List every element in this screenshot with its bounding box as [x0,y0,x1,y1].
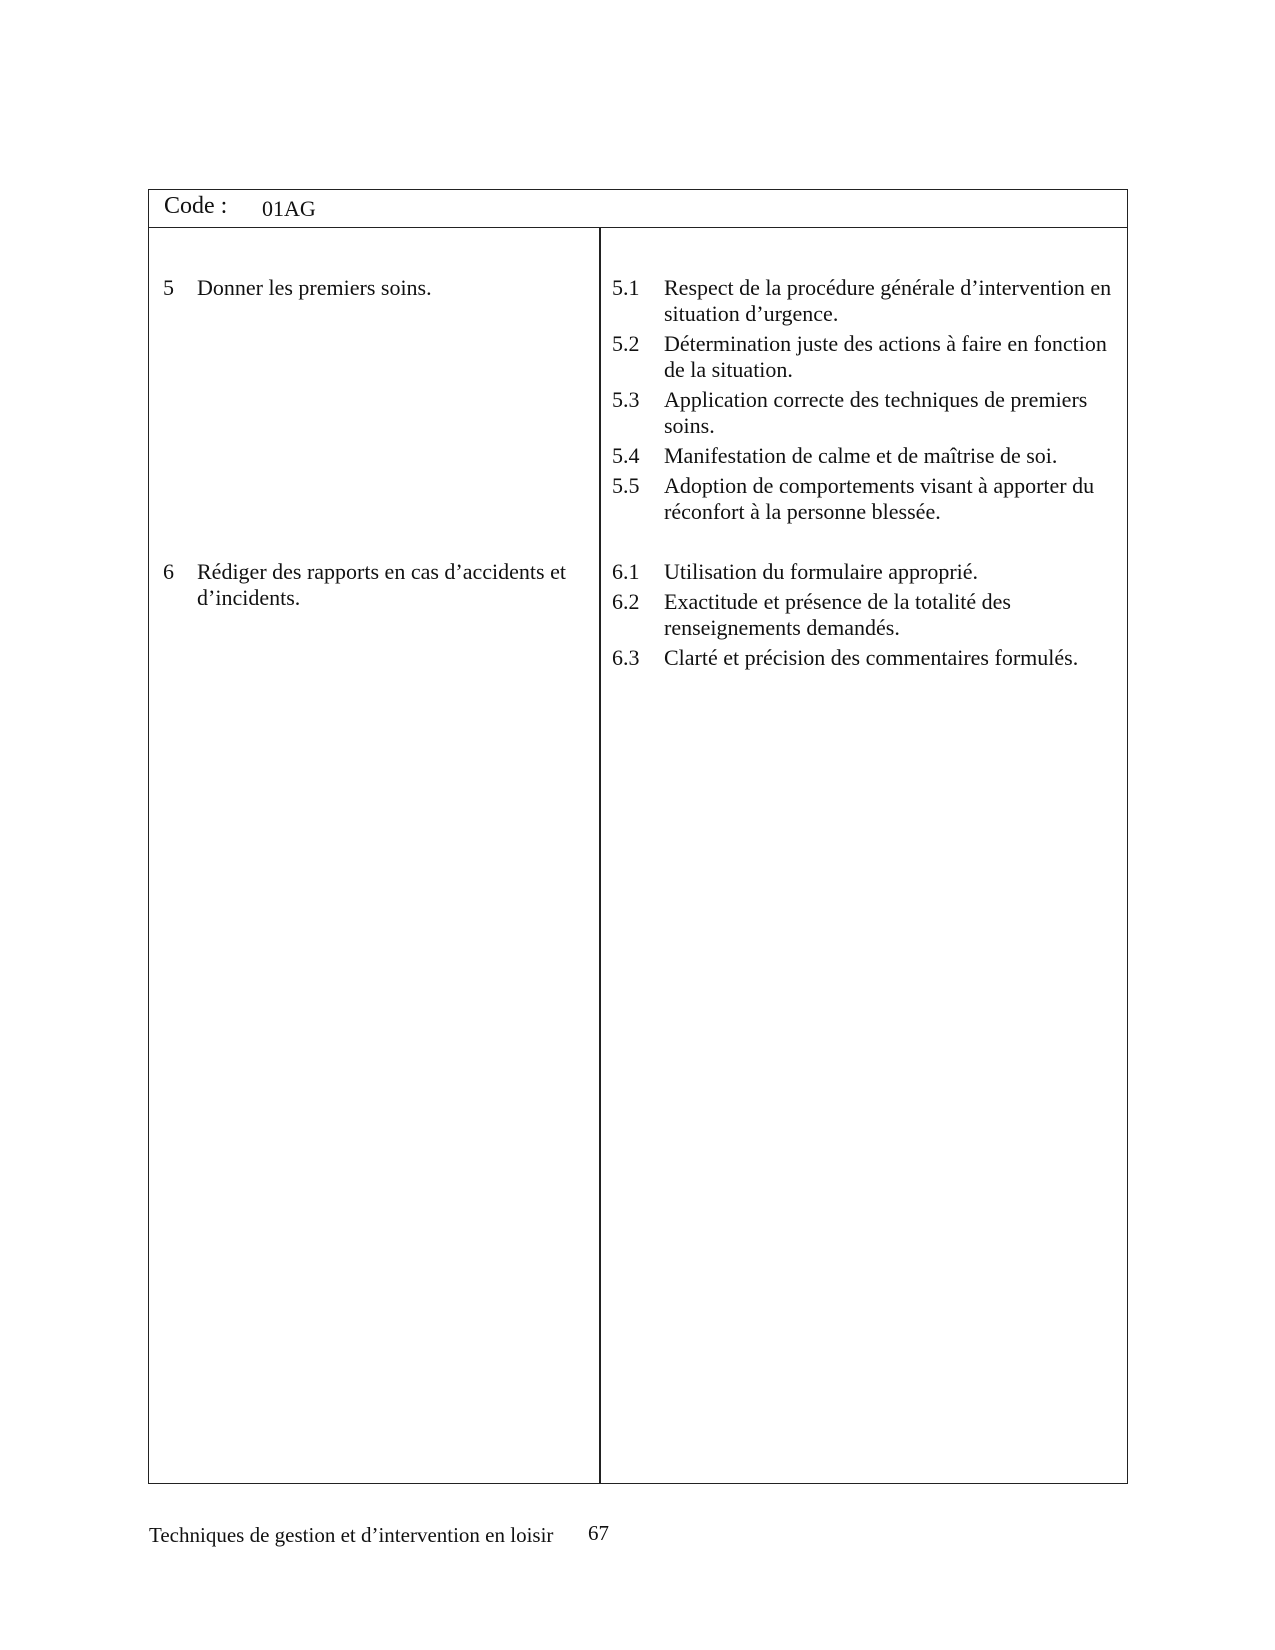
criterion-number: 5.3 [612,387,640,412]
criterion-text: Manifestation de calme et de maîtrise de soi. [664,443,1058,468]
criterion-item [612,559,1122,585]
code-value: 01AG [262,196,316,221]
criterion-item [612,331,1122,383]
criteria-group-6 [612,559,1122,675]
criteria-group-5 [612,275,1122,529]
criterion-item [612,473,1122,525]
competency-item-5 [163,275,583,301]
competency-table [148,189,1128,1484]
footer-page-number: 67 [588,1521,609,1545]
criterion-number: 6.1 [612,559,640,584]
competency-text: Donner les premiers soins. [197,275,432,300]
criterion-number: 6.3 [612,645,640,670]
criterion-text: Exactitude et présence de la totalité des renseignements demandés. [664,589,1011,640]
criterion-text: Utilisation du formulaire approprié. [664,559,979,584]
criterion-item [612,589,1122,641]
criterion-item [612,443,1122,469]
criterion-number: 5.4 [612,443,640,468]
competency-number: 6 [163,559,174,584]
criterion-item [612,275,1122,327]
code-row [149,190,1127,228]
criterion-number: 5.5 [612,473,640,498]
criterion-item [612,387,1122,439]
criterion-number: 5.2 [612,331,640,356]
criterion-item [612,645,1122,671]
footer-program-title: Techniques de gestion et d’intervention en loisir [149,1523,554,1547]
competency-text: Rédiger des rapports en cas d’accidents et d’incidents. [197,559,566,610]
competency-item-6 [163,559,583,611]
criterion-text: Détermination juste des actions à faire en fonction de la situation. [664,331,1107,382]
column-divider [599,228,601,1483]
criterion-text: Adoption de comportements visant à apporter du réconfort à la personne blessée. [664,473,1095,524]
criterion-text: Application correcte des techniques de premiers soins. [664,387,1088,438]
criterion-text: Respect de la procédure générale d’intervention en situation d’urgence. [664,275,1112,326]
competency-number: 5 [163,275,174,300]
criterion-number: 5.1 [612,275,640,300]
criterion-number: 6.2 [612,589,640,614]
code-label: Code : [164,193,228,219]
criterion-text: Clarté et précision des commentaires formulés. [664,645,1079,670]
